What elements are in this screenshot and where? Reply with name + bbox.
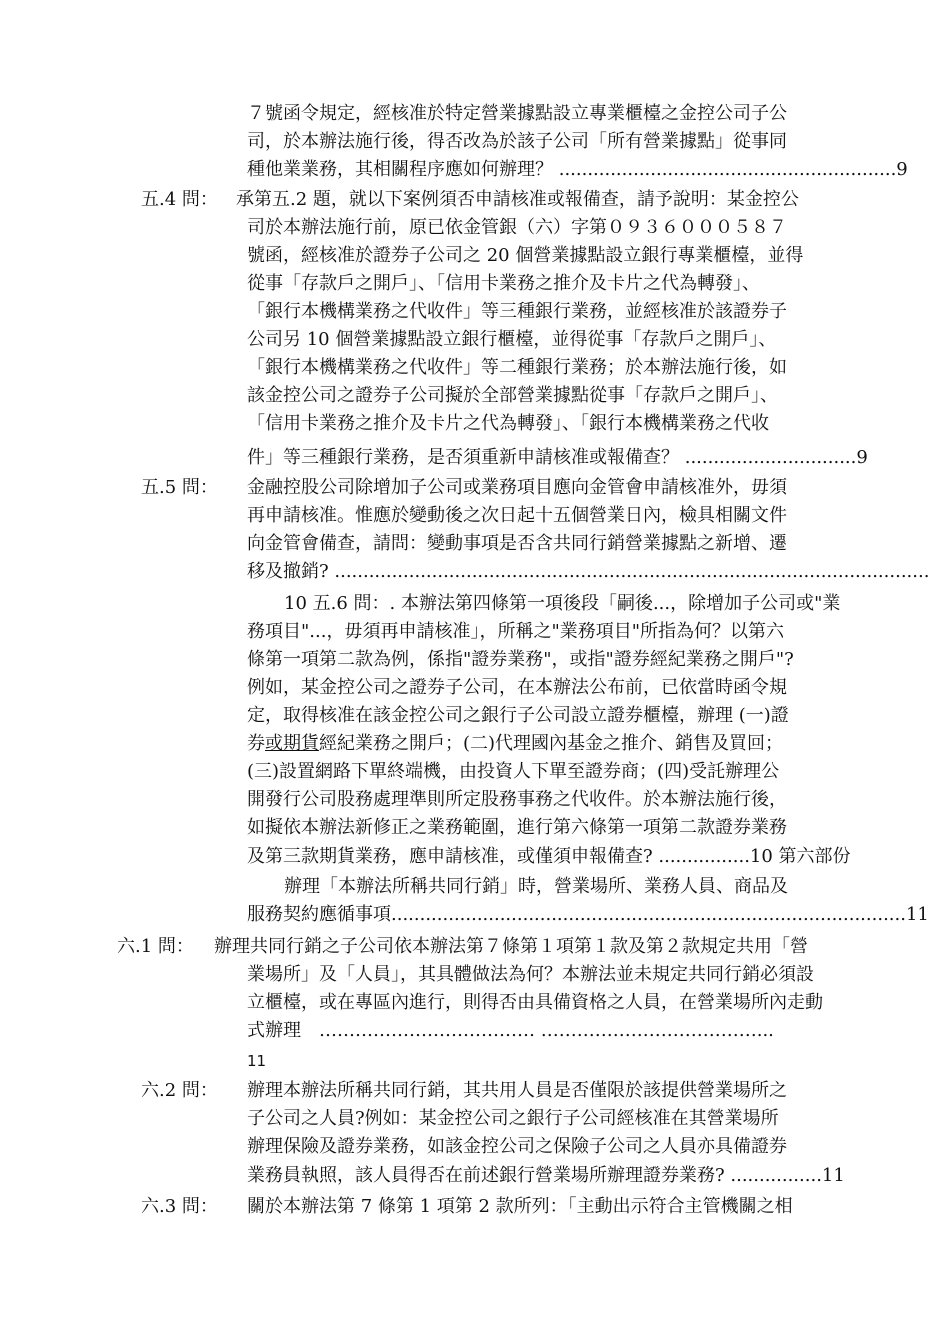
toc-line	[247, 730, 783, 758]
toc-line: 「信用卡業務之推介及卡片之代為轉發」、「銀行本機構業務之代收	[247, 413, 769, 434]
toc-line: 條第一項第二款為例，係指"證券業務"，或指"證券經紀業務之開戶"?	[247, 649, 794, 670]
toc-line: 從事「存款戶之開戶」、「信用卡業務之推介及卡片之代為轉發」、	[247, 273, 760, 294]
toc-line: (三)設置網路下單終端機，由投資人下單至證券商；(四)受託辦理公	[247, 761, 780, 782]
toc-line: 向金管會備查，請問：變動事項是否含共同行銷營業據點之新增、遷	[247, 533, 787, 554]
toc-entry-label: 五.5 問：	[141, 477, 218, 498]
toc-line: 公司另 10 個營業據點設立銀行櫃檯，並得從事「存款戶之開戶」、	[247, 329, 777, 350]
toc-line: 辦理保險及證券業務，如該金控公司之保險子公司之人員亦具備證券	[247, 1136, 787, 1157]
toc-line: 立櫃檯，或在專區內進行，則得否由具備資格之人員，在營業場所內走動	[247, 992, 823, 1013]
toc-line: 「銀行本機構業務之代收件」等三種銀行業務，並經核准於該證券子	[247, 301, 787, 322]
toc-entry-label: 六.3 問：	[141, 1196, 218, 1217]
toc-line: 再申請核准。惟應於變動後之次日起十五個營業日內，檢具相關文件	[247, 505, 787, 526]
toc-entry-link[interactable]: 移及撤銷? ........................................................................................................	[247, 561, 930, 582]
toc-line: 金融控股公司除增加子公司或業務項目應向金管會申請核准外，毋須	[247, 477, 787, 498]
underlined-text: 或期貨	[265, 733, 319, 754]
toc-entry-label: 五.4 問：	[141, 189, 218, 210]
toc-page-number: 11	[247, 1052, 267, 1070]
toc-line: 司，於本辦法施行後，得否改為於該子公司「所有營業據點」從事同	[247, 131, 787, 152]
toc-entry-link[interactable]: 件」等三種銀行業務，是否須重新申請核准或報備查？ ..............................9	[247, 447, 868, 468]
toc-entry-link[interactable]: 式辦理 ……………………………… ………………………………...	[247, 1020, 774, 1041]
toc-entry-label: 六.1 問：	[117, 936, 194, 957]
toc-line: 承第五.2 題，就以下案例須否申請核准或報備查，請予說明：某金控公	[236, 189, 799, 210]
toc-entry-link[interactable]: 業務員執照，該人員得否在前述銀行營業場所辦理證券業務? ................11	[247, 1165, 845, 1186]
toc-line: 10 五.6 問：. 本辦法第四條第一項後段「嗣後...，除增加子公司或"業	[284, 593, 841, 614]
toc-line: 例如，某金控公司之證券子公司，在本辦法公布前，已依當時函令規	[247, 677, 787, 698]
toc-entry-link[interactable]: 服務契約應循事項..........................................................................................11	[247, 904, 929, 925]
toc-line: 開發行公司股務處理準則所定股務事務之代收件。於本辦法施行後，	[247, 789, 787, 810]
toc-line: ７號函令規定，經核准於特定營業據點設立專業櫃檯之金控公司子公	[247, 103, 787, 124]
toc-line: 號函，經核准於證券子公司之 20 個營業據點設立銀行專業櫃檯，並得	[247, 245, 804, 266]
toc-line: 如擬依本辦法新修正之業務範圍，進行第六條第一項第二款證券業務	[247, 817, 787, 838]
toc-line: 該金控公司之證券子公司擬於全部營業據點從事「存款戶之開戶」、	[247, 385, 778, 406]
toc-section-heading: 辦理「本辦法所稱共同行銷」時，營業場所、業務人員、商品及	[284, 876, 788, 897]
toc-line: 務項目"...，毋須再申請核准」，所稱之"業務項目"所指為何？以第六	[247, 621, 784, 642]
toc-line: 辦理本辦法所稱共同行銷，其共用人員是否僅限於該提供營業場所之	[247, 1080, 787, 1101]
toc-text: 券	[247, 733, 265, 754]
toc-entry-link[interactable]: 及第三款期貨業務，應申請核准，或僅須申報備查? ................10 第六部份	[247, 846, 851, 867]
toc-entry-link[interactable]: 種他業業務，其相關程序應如何辦理？ ...........................................................9	[247, 159, 908, 180]
toc-line: 關於本辦法第 7 條第 1 項第 2 款所列：「主動出示符合主管機關之相	[247, 1196, 793, 1217]
toc-line: 子公司之人員?例如：某金控公司之銀行子公司經核准在其營業場所	[247, 1108, 779, 1129]
toc-text: 經紀業務之開戶；(二)代理國內基金之推介、銷售及買回；	[319, 733, 784, 754]
toc-line: 定，取得核准在該金控公司之銀行子公司設立證券櫃檯，辦理 (一)證	[247, 705, 789, 726]
toc-line: 辦理共同行銷之子公司依本辦法第７條第１項第１款及第２款規定共用「營	[214, 936, 808, 957]
toc-entry-label: 六.2 問：	[141, 1080, 218, 1101]
toc-line: 業場所」及「人員」，其具體做法為何？本辦法並未規定共同行銷必須設	[247, 964, 814, 985]
toc-line: 司於本辦法施行前，原已依金管銀（六）字第０９３６０００５８７	[247, 217, 787, 238]
toc-line: 「銀行本機構業務之代收件」等二種銀行業務；於本辦法施行後，如	[247, 357, 787, 378]
